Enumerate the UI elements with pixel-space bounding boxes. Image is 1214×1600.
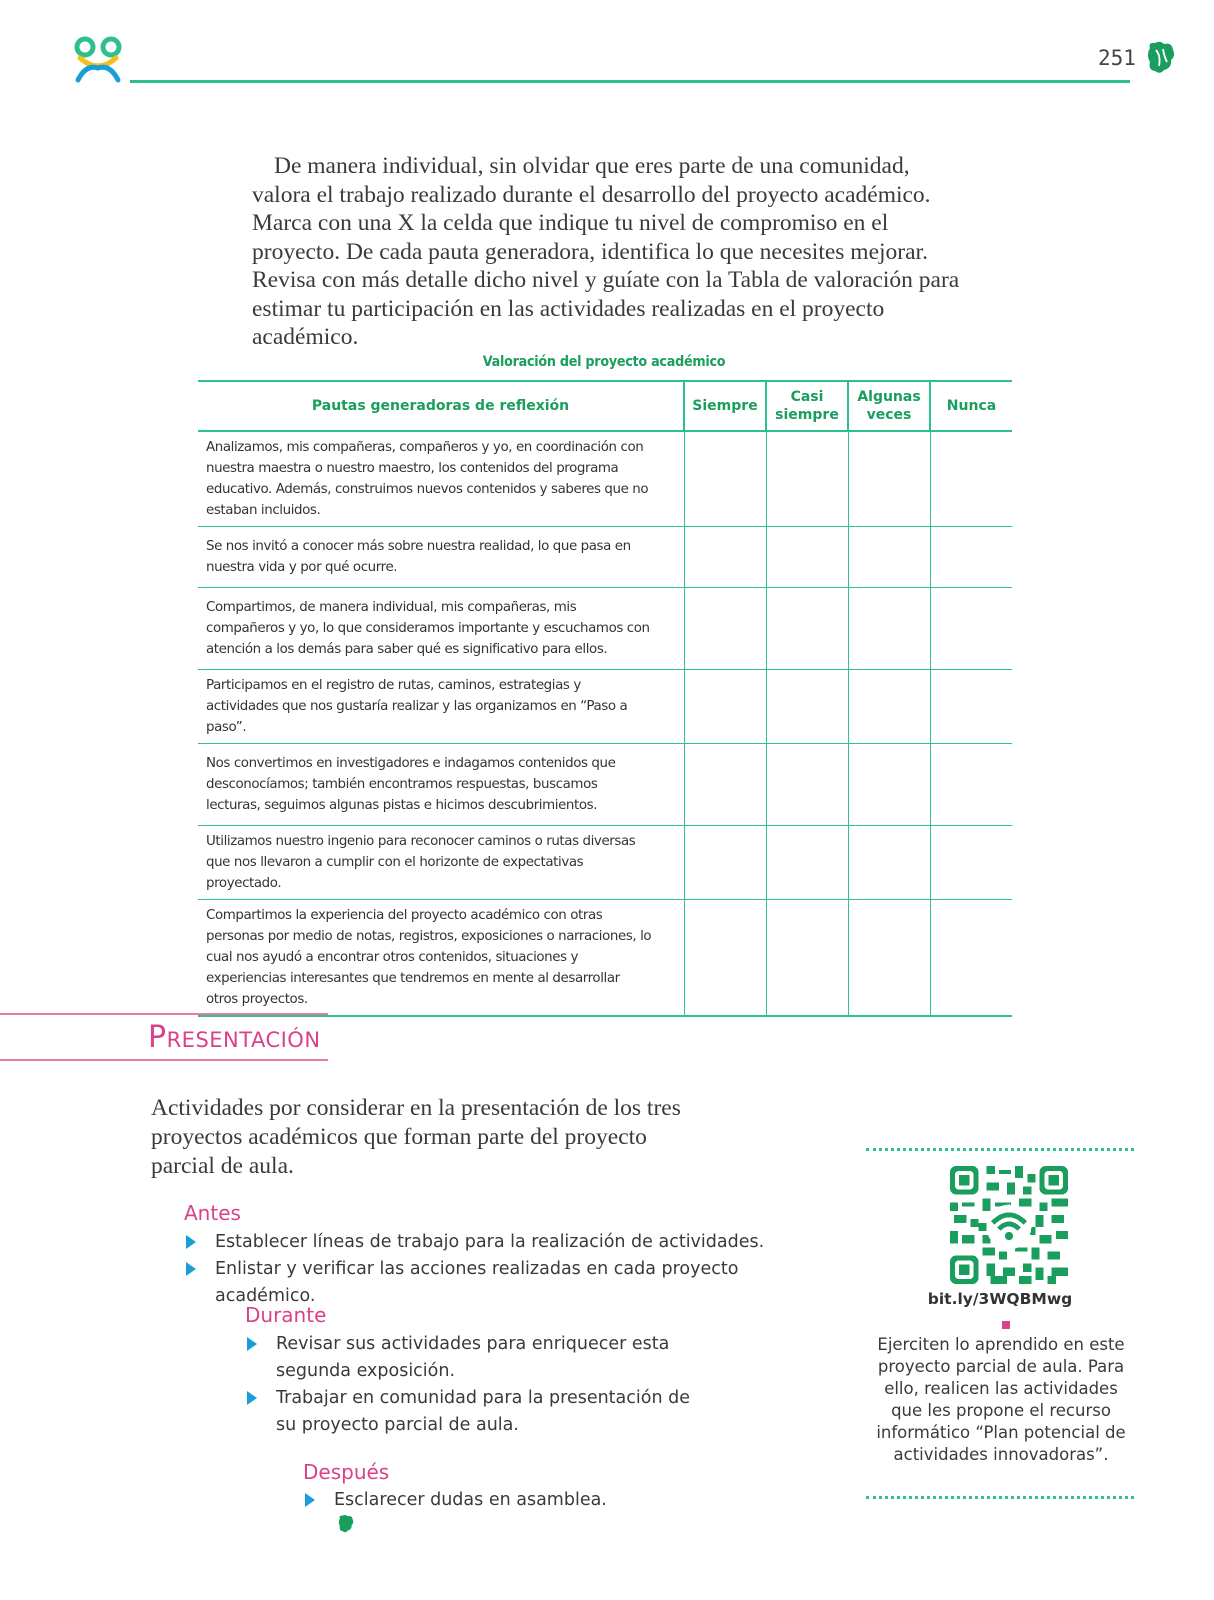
cell-nunca[interactable]	[930, 826, 1012, 900]
cell-siempre[interactable]	[684, 588, 766, 670]
cell-nunca[interactable]	[930, 588, 1012, 670]
cell-algunas-veces[interactable]	[848, 588, 930, 670]
cell-nunca[interactable]	[930, 900, 1012, 1017]
cell-algunas-veces[interactable]	[848, 670, 930, 744]
cell-casi-siempre[interactable]	[766, 826, 848, 900]
cell-nunca[interactable]	[930, 744, 1012, 826]
cell-casi-siempre[interactable]	[766, 670, 848, 744]
table-title: Valoración del proyecto académico	[482, 354, 726, 370]
phase-despues-label: Después	[303, 1460, 390, 1484]
sidebox-border-top	[866, 1148, 1134, 1151]
header-pauta: Pautas generadoras de reflexión	[198, 381, 684, 431]
list-item: Esclarecer dudas en asamblea.	[305, 1487, 625, 1541]
list-item: Establecer líneas de trabajo para la realización de actividades.	[186, 1229, 786, 1256]
cell-siempre[interactable]	[684, 900, 766, 1017]
table-row	[198, 670, 1012, 744]
pauta-text: Analizamos, mis compañeras, compañeros y yo, en coordinación con nuestra maestra o nuestro maestro, los contenidos del programa educativo. Además, construimos nuevos contenidos y saberes que no estaban incluidos.	[198, 431, 684, 527]
section-rule-bottom	[0, 1059, 328, 1061]
pauta-text: Compartimos la experiencia del proyecto académico con otras personas por medio de notas, registros, exposiciones o narraciones, lo cual nos ayudó a encontrar otros contenidos, situaciones y experiencias interesantes que tendremos en mente al desarrollar otros proyectos.	[198, 900, 684, 1017]
cell-algunas-veces[interactable]	[848, 900, 930, 1017]
header-rule	[130, 80, 1130, 83]
header-algunas-veces: Algunas veces	[848, 381, 930, 431]
sidebox-border-bottom	[866, 1496, 1134, 1499]
cell-algunas-veces[interactable]	[848, 527, 930, 588]
cell-algunas-veces[interactable]	[848, 744, 930, 826]
pauta-text: Se nos invitó a conocer más sobre nuestra realidad, lo que pasa en nuestra vida y por qué ocurre.	[198, 527, 684, 588]
pauta-text: Nos convertimos en investigadores e indagamos contenidos que desconocíamos; también encontramos respuestas, buscamos lecturas, seguimos algunas pistas e hicimos descubrimientos.	[198, 744, 684, 826]
cell-siempre[interactable]	[684, 527, 766, 588]
phase-durante-label: Durante	[245, 1303, 327, 1327]
cell-casi-siempre[interactable]	[766, 431, 848, 527]
qr-code-icon[interactable]	[950, 1166, 1068, 1284]
cell-casi-siempre[interactable]	[766, 744, 848, 826]
table-row	[198, 588, 1012, 670]
green-leaf-icon	[337, 1514, 355, 1534]
list-item: Revisar sus actividades para enriquecer esta segunda exposición.	[247, 1331, 697, 1385]
pauta-text: Compartimos, de manera individual, mis compañeras, mis compañeros y yo, lo que consideramos importante y escuchamos con atención a los demás para saber qué es significativo para ellos.	[198, 588, 684, 670]
resource-link[interactable]: bit.ly/3WQBMwg	[927, 1290, 1073, 1308]
cell-casi-siempre[interactable]	[766, 588, 848, 670]
cell-siempre[interactable]	[684, 670, 766, 744]
cell-casi-siempre[interactable]	[766, 900, 848, 1017]
pink-square-icon	[1002, 1321, 1010, 1329]
bullet-arrow-icon	[186, 1262, 196, 1276]
section-rule-top	[0, 1013, 328, 1015]
despues-list	[305, 1487, 625, 1541]
bullet-arrow-icon	[305, 1493, 315, 1507]
pauta-text: Participamos en el registro de rutas, caminos, estrategias y actividades que nos gustaría realizar y las organizamos en “Paso a paso”.	[198, 670, 684, 744]
table-row	[198, 826, 1012, 900]
table-row	[198, 431, 1012, 527]
cell-algunas-veces[interactable]	[848, 431, 930, 527]
page-number: 251	[1098, 46, 1136, 70]
list-item: Trabajar en comunidad para la presentación de su proyecto parcial de aula.	[247, 1385, 697, 1439]
cell-siempre[interactable]	[684, 431, 766, 527]
table-header-row	[198, 381, 1012, 431]
antes-list	[186, 1229, 786, 1310]
table-row	[198, 900, 1012, 1017]
bullet-arrow-icon	[247, 1391, 257, 1405]
phase-antes-label: Antes	[184, 1201, 241, 1225]
list-item: Enlistar y verificar las acciones realizadas en cada proyecto académico.	[186, 1256, 786, 1310]
cell-siempre[interactable]	[684, 826, 766, 900]
valuation-table	[198, 380, 1012, 1017]
cell-nunca[interactable]	[930, 670, 1012, 744]
cell-nunca[interactable]	[930, 527, 1012, 588]
presentacion-intro: Actividades por considerar en la presentación de los tres proyectos académicos que forman parte del proyecto parcial de aula.	[151, 1095, 681, 1179]
sidebox-text: Ejerciten lo aprendido en este proyecto parcial de aula. Para ello, realicen las actividades que les propone el recurso informático “Plan potencial de actividades innovadoras”.	[876, 1335, 1126, 1464]
bullet-arrow-icon	[247, 1337, 257, 1351]
intro-paragraph: De manera individual, sin olvidar que eres parte de una comunidad, valora el trabajo realizado durante el desarrollo del proyecto académico. Marca con una X la celda que indique tu nivel de compromiso en el proyecto. De cada pauta generadora, identifica lo que necesites mejorar. Revisa con más detalle dicho nivel y guíate con la Tabla de valoración para estimar tu participación en las actividades realizadas en el proyecto académico.	[252, 153, 960, 350]
cell-nunca[interactable]	[930, 431, 1012, 527]
header-casi-siempre: Casi siempre	[766, 381, 848, 431]
cell-algunas-veces[interactable]	[848, 826, 930, 900]
cell-siempre[interactable]	[684, 744, 766, 826]
section-title: Presentación	[148, 1020, 321, 1055]
table-row	[198, 527, 1012, 588]
header-nunca: Nunca	[930, 381, 1012, 431]
cell-casi-siempre[interactable]	[766, 527, 848, 588]
pauta-text: Utilizamos nuestro ingenio para reconocer caminos o rutas diversas que nos llevaron a cumplir con el horizonte de expectativas proyectado.	[198, 826, 684, 900]
green-leaf-icon	[1146, 40, 1176, 76]
table-row	[198, 744, 1012, 826]
durante-list	[247, 1331, 697, 1439]
bullet-arrow-icon	[186, 1235, 196, 1249]
community-logo-icon	[72, 34, 124, 84]
header-siempre: Siempre	[684, 381, 766, 431]
